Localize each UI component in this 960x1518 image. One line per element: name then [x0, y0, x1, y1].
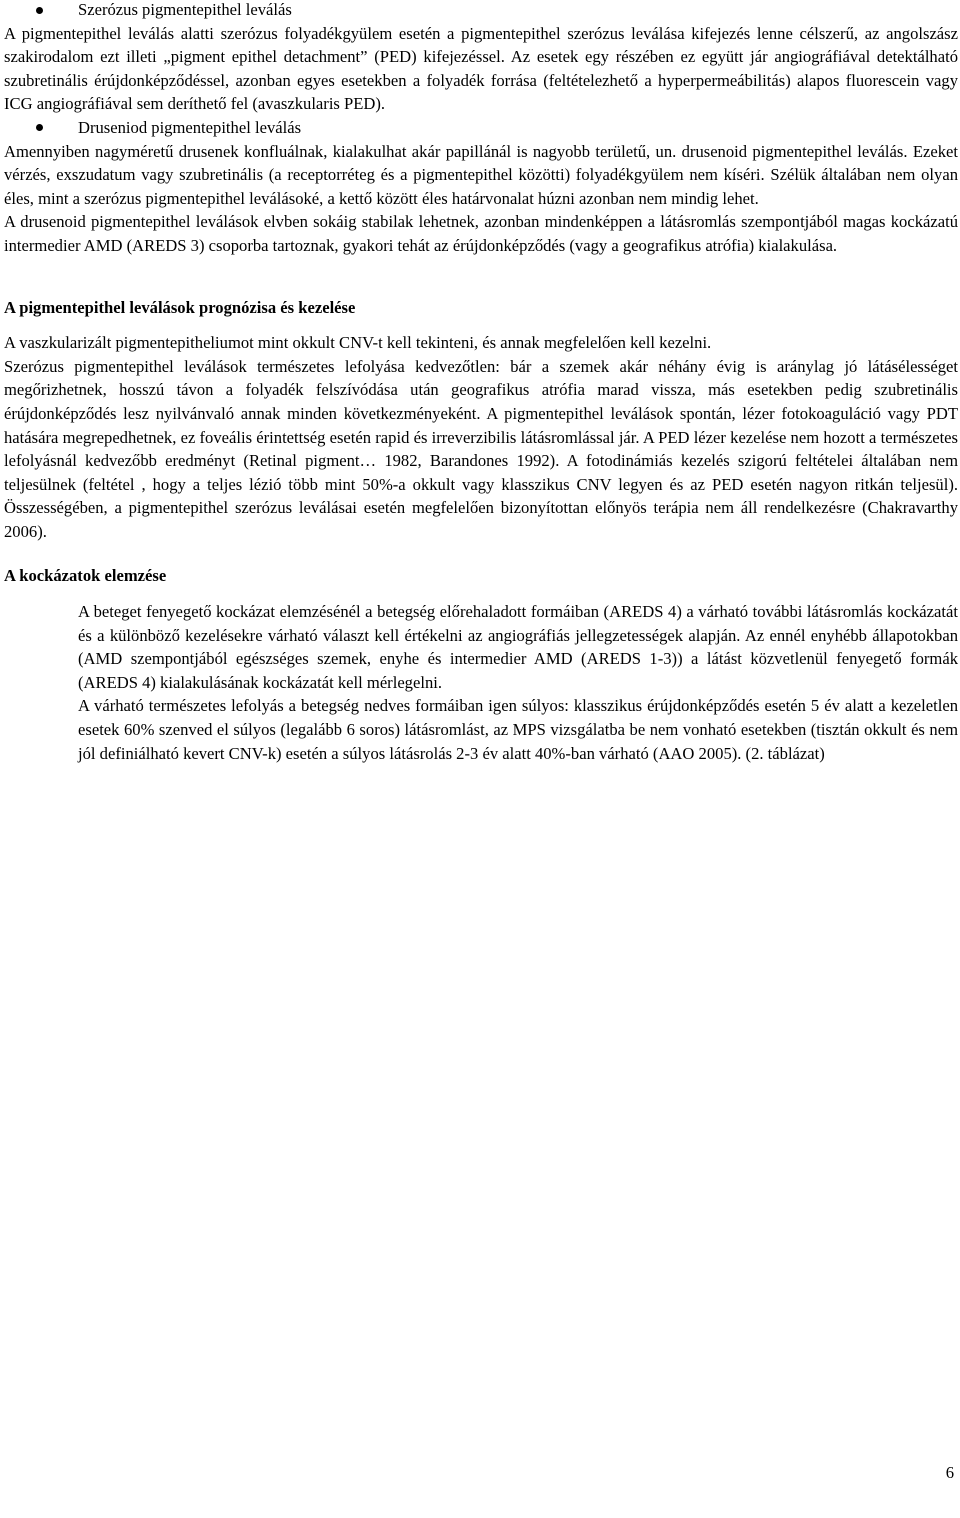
bullet-drusenoid-ped-title: Druseniod pigmentepithel leválás: [78, 117, 302, 137]
page-number: 6: [945, 1463, 954, 1482]
heading-risk-analysis: A kockázatok elemzése: [4, 566, 167, 586]
bullet-dot-icon: [36, 124, 43, 131]
bullet-drusenoid-ped: [4, 116, 958, 140]
paragraph-serous-ped: A pigmentepithel leválás alatti szerózus folyadékgyülem esetén a pigmentepithel szerózus leválása kifejezés lenne célszerű, az angolszász szakirodalom ezt illeti „pigment epithel detachment” (PED) kifejezéssel. Az esetek egy részében ez együtt jár angiográfiával detektálható szubretinális érújdonképződéssel, azonban egyes esetekben a folyadék forrása (feltételezhető a hyperpermeábilitás) alapos fluorescein vagy ICG angiográfiával sem deríthető fel (avaszkularis PED).: [4, 23, 958, 114]
paragraph-drusenoid-risk: A drusenoid pigmentepithel leválások elvben sokáig stabilak lehetnek, azonban mindenképpen a látásromlás szempontjából magas kockázatú intermedier AMD (AREDS 3) csoporba tartoznak, gyakori tehát az érújdonképződés (vagy a geografikus atrófia) kialakulása.: [4, 212, 958, 255]
document-page: [4, 0, 958, 765]
paragraph-expected-course: A várható természetes lefolyás a betegség nedves formáiban igen súlyos: klasszikus érújdonképződés esetén 5 év alatt a kezeletlen esetek 60% szenved el súlyos (legalább 6 soros) látásromlást, az MPS vizsgálatba be nem vonható esetekben (tisztán okkult és nem jól definiálható kevert CNV-k) esetén a súlyos látásrolás 2-3 év alatt 40%-ban várható (AAO 2005). (2. táblázat): [78, 696, 958, 763]
heading-prognosis: A pigmentepithel leválások prognózisa és kezelése: [4, 297, 356, 317]
paragraph-natural-course: Szerózus pigmentepithel leválások természetes lefolyása kedvezőtlen: bár a szemek akár néhány évig is aránylag jó látásélességet megőrizhetnek, hosszú távon a folyadék felszívódása után geografikus atrófia marad vissza, más esetekben pedig szubretinális érújdonképződés lesz nyilvánvaló annak minden következményeként. A pigmentepithel leválások spontán, lézer fotokoaguláció vagy PDT hatására megrepedhetnek, ez foveális érintettség esetén rapid és irreverzibilis látásromlással jár. A PED lézer kezelése nem hozott a természetes lefolyásnál kedvezőbb eredményt (Retinal pigment… 1982, Barandones 1992). A fotodinámiás kezelés szigorú feltételei általában nem teljesülnek (feltétel , hogy a teljes lézió több mint 50%-a okkult vagy klasszikus CNV legyen és az PED esetén nagyon ritkán teljesül). Összességében, a pigmentepithel szerózus leválásai esetén megfelelően bizonyítottan előnyös terápia nem áll rendelkezésre (Chakravarthy 2006).: [4, 356, 958, 541]
bullet-serous-ped: [4, 0, 958, 22]
paragraph-risk-assessment: A beteget fenyegető kockázat elemzésénél a betegség előrehaladott formáiban (AREDS 4) a várható további látásromlás kockázatát és a különböző kezelésekre várható választ kell értékelni az angiográfiás jellegzetességek alapján. Az ennél enyhébb állapotokban (AMD szempontjából egészséges szemek, enyhe és intermedier AMD (AREDS 1-3)) a látást közvetlenül fenyegető formák (AREDS 4) kialakulásának kockázatát kell mérlegelni.: [78, 602, 958, 692]
paragraph-vascularized-ped: A vaszkularizált pigmentepitheliumot mint okkult CNV-t kell tekinteni, és annak megfelelően kell kezelni.: [4, 333, 712, 353]
bullet-serous-ped-title: Szerózus pigmentepithel leválás: [78, 0, 292, 19]
bullet-dot-icon: [36, 7, 43, 14]
paragraph-drusenoid-ped: Amennyiben nagyméretű drusenek konfluálnak, kialakulhat akár papillánál is nagyobb területű, un. drusenoid pigmentepithel leválás. Ezeket vérzés, exszudatum vagy szubretinális (a receptorréteg és a pigmentepithel közötti) folyadékgyülem nem kíséri. Szélük általában nem olyan éles, mint a szerózus pigmentepithel leválásoké, a kettő között éles határvonalat húzni azonban nem mindig lehet.: [4, 141, 958, 208]
